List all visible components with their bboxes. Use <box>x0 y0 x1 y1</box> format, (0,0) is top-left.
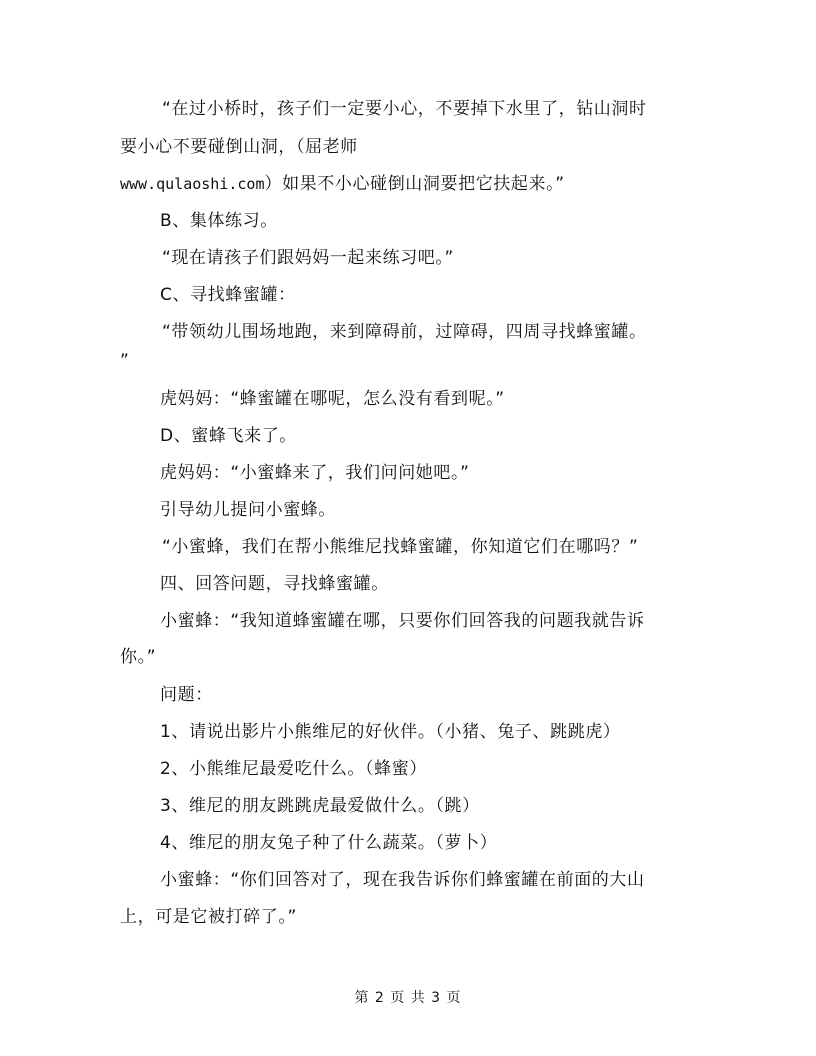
paragraph-line: “带领幼儿围场地跑，来到障碍前，过障碍，四周寻找蜂蜜罐。 <box>162 322 647 342</box>
dialogue-line: 虎妈妈：“小蜜蜂来了，我们问问她吧。” <box>160 463 470 483</box>
paragraph-line: “在过小桥时，孩子们一定要小心，不要掉下水里了，钻山洞时 <box>162 99 647 119</box>
paragraph-line: 要小心不要碰倒山洞，（屈老师 <box>120 137 358 157</box>
url-text[interactable]: www.qulaoshi.com <box>120 175 265 193</box>
paragraph-line: 上，可是它被打碎了。” <box>120 907 297 927</box>
question-item: 3、维尼的朋友跳跳虎最爱做什么。（跳） <box>160 796 480 816</box>
dialogue-line: 小蜜蜂：“你们回答对了，现在我告诉你们蜂蜜罐在前面的大山 <box>160 870 645 890</box>
paragraph-line: 你。” <box>120 647 157 667</box>
section-heading-4: 四、回答问题，寻找蜂蜜罐。 <box>160 574 389 594</box>
paragraph-line-tail: ）如果不小心碰倒山洞要把它扶起来。” <box>264 174 565 194</box>
paragraph-line: 引导幼儿提问小蜜蜂。 <box>160 500 336 520</box>
dialogue-line: 小蜜蜂：“我知道蜂蜜罐在哪，只要你们回答我的问题我就告诉 <box>160 611 645 631</box>
section-heading-d: D、蜜蜂飞来了。 <box>160 426 297 446</box>
dialogue-line: 虎妈妈：“蜂蜜罐在哪呢，怎么没有看到呢。” <box>160 389 505 409</box>
paragraph-line: “现在请孩子们跟妈妈一起来练习吧。” <box>162 248 454 268</box>
section-heading-c: C、寻找蜂蜜罐： <box>160 285 296 305</box>
question-item: 4、维尼的朋友兔子种了什么蔬菜。（萝卜） <box>160 833 498 853</box>
dialogue-line: “小蜜蜂，我们在帮小熊维尼找蜂蜜罐，你知道它们在哪吗？” <box>162 537 639 557</box>
questions-label: 问题： <box>160 685 213 705</box>
question-item: 2、小熊维尼最爱吃什么。（蜂蜜） <box>160 759 427 779</box>
paragraph-line: ” <box>120 351 130 371</box>
paragraph-line-url <box>120 173 565 195</box>
section-heading-b: B、集体练习。 <box>160 211 278 231</box>
question-item: 1、请说出影片小熊维尼的好伙伴。（小猪、兔子、跳跳虎） <box>160 722 621 742</box>
page-number-footer: 第 2 页 共 3 页 <box>354 990 462 1006</box>
